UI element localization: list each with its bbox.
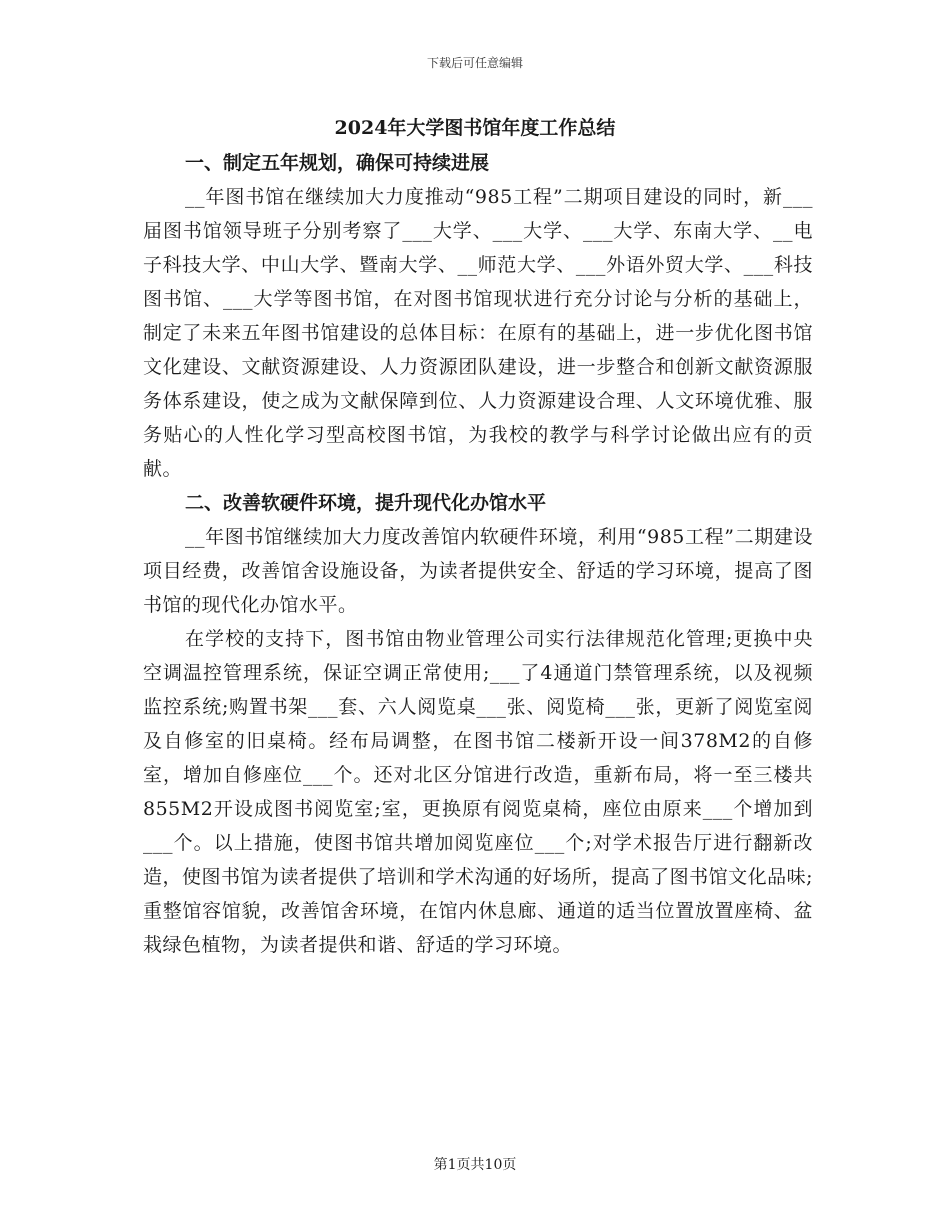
body-paragraph: __年图书馆在继续加大力度推动“985工程”二期项目建设的同时，新___届图书馆领导班子分别考察了___大学、___大学、___大学、东南大学、__电子科技大学、中山大学、暨南大学、__师范大学、___外语外贸大学、___科技图书馆、___大学等图书馆，在对图书馆现状进行充分讨论与分析的基础上，制定了未来五年图书馆建设的总体目标：在原有的基础上，进一步优化图书馆文化建设、文献资源建设、人力资源团队建设，进一步整合和创新文献资源服务体系建设，使之成为文献保障到位、人力资源建设合理、人文环境优雅、服务贴心的人性化学习型高校图书馆，为我校的教学与科学讨论做出应有的贡献。 xyxy=(143,186,813,480)
header-note: 下载后可任意编辑 xyxy=(426,56,523,70)
body-paragraph: __年图书馆继续加大力度改善馆内软硬件环境，利用“985工程”二期建设项目经费，改善馆舍设施设备，为读者提供安全、舒适的学习环境，提高了图书馆的现代化办馆水平。 xyxy=(143,526,813,616)
section-heading: 二、改善软硬件环境，提升现代化办馆水平 xyxy=(185,492,547,514)
document-title: 2024年大学图书馆年度工作总结 xyxy=(334,117,616,139)
body-paragraph: 在学校的支持下，图书馆由物业管理公司实行法律规范化管理;更换中央空调温控管理系统，保证空调正常使用;___了4通道门禁管理系统，以及视频监控系统;购置书架___套、六人阅览桌___张、阅览椅___张，更新了阅览室阅及自修室的旧桌椅。经布局调整，在图书馆二楼新开设一间378M2的自修室，增加自修座位___个。还对北区分馆进行改造，重新布局，将一至三楼共855M2开设成图书阅览室;室，更换原有阅览桌椅，座位由原来___个增加到___个。以上措施，使图书馆共增加阅览座位___个;对学术报告厅进行翻新改造，使图书馆为读者提供了培训和学术沟通的好场所，提高了图书馆文化品味;重整馆容馆貌，改善馆舍环境，在馆内休息廊、通道的适当位置放置座椅、盆栽绿色植物，为读者提供和谐、舒适的学习环境。 xyxy=(143,628,813,956)
page-number: 第1页共10页 xyxy=(433,1157,517,1173)
section-five-year-plan xyxy=(143,146,813,486)
section-environment xyxy=(143,486,813,962)
document-body xyxy=(143,146,813,962)
section-heading: 一、制定五年规划，确保可持续进展 xyxy=(185,152,490,174)
